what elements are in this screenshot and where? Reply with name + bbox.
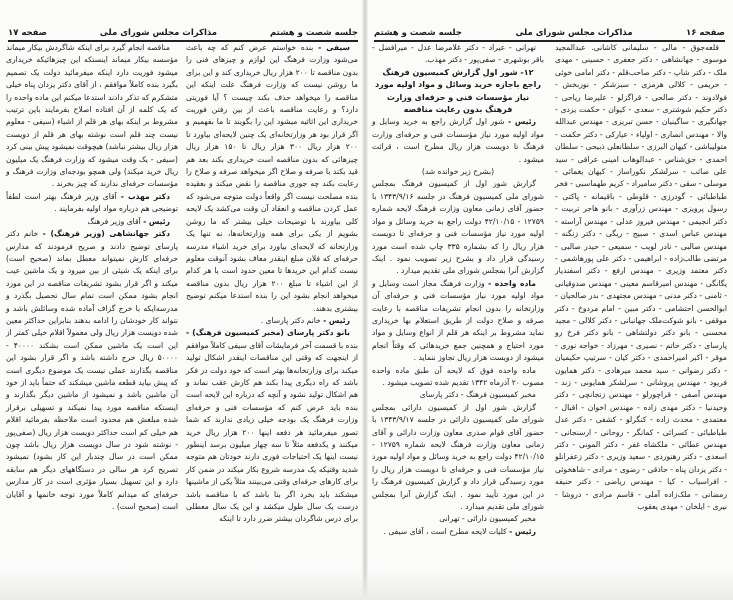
session-title: جلسه شصت و هشتم [374, 28, 462, 38]
paragraph [6, 216, 178, 228]
paragraph-text: وزارت فرهنگ مجاز است وسایل و مواد اولیه مورد نیاز مؤسسات فنی و حرفه‌ای آن وزارتخانه را بدون انجام تشریفات مناقصه با رعایت صرفه و صلاح دولت از طریق استعلام بها خریداری نماید مشروط بر اینکه هر قلم از انواع وسایل و مواد مورد احتیاج و همچنین جمع خریدهائی که وقتاً انجام میشود از دویست هزار ریال تجاوز ننماید . [372, 278, 544, 363]
paragraph-text: گزارش شور اول از کمیسیون دارائی بمجلس شورای ملی کمیسیون دارائی در جلسه ۱۳۴۳/۹/۱۷ با حضور آقای قوام صدری معاون وزارت دارائی و آقای زمانی معاون وزارت فرهنگ لایحه شماره ۱۲۷۵۹ - ۴۲/۱۰/۱۵ دولت راجع به خرید وسائل و مواد اولیه مورد نیاز مؤسسات فنی و حرفه‌ای تا دویست هزار ریال را مورد رسیدگی قرار داد و گزارش کمیسیون فرهنگ را در این مورد تأیید نمود . اینک گزارش آنرا بمجلس شورای ملی تقدیم میدارد . [372, 402, 544, 512]
paragraph-text: بنده خواستم عرض کنم که چه باعث می‌شود وزارت فرهنگ این لوازم و چیزهای فنی را بدون مناقصه تا ۲۰۰ هزار ریال خریداری کند و این برای ما روشن نیست که وزارت فرهنگ علت اینکه این مناقصه را میخواهد حذف بکند چیست ؟ آیا فوریتی دارد؟ و رعایت مناقصه باعث از بین رفتن فوریت خریداری این اثاثیه میشود این را بگویند تا ما بفهمیم و اگر قرار بود هر وزارتخانه‌ای یک چنین لایحه‌ای بیاورد تا ۲۰۰ هزار ریال ۳۰۰ هزار ریال تا ۱۵۰ هزار ریال چیزهائی که بدون مناقصه است خریداری بکند بعد هم قید بکند با صرفه و صلاح اگر میخواهد صرفه و صلاح را رعایت بکند چه جوری مناقصه را نقض میکند و بعقیده بنده مصلحت نیست اگر واقعاً دولت متوجه می‌شود که عمل کردن مناقصه و انعقاد آن وقت می‌کشد یک لایحه کلی بیاورند با توضیحات خیلی بیشتر که ما روشن بشویم از یکی برای همه وزارتخانه‌ها، نه تنها یک وزارتخانه که لایحه‌ای بیاورد برای خرید اشیاء مدرسه حرفه‌ای که فلان مبلغ اینقدر معاف بشود آنوقت معلوم نیست کدام این خریدها تا معین حدود است یا هر کدام از این اشیاء تا مبلغ ۲۰۰ هزار ریال بدون مناقصه میخواهد انجام بشود این را بنده استدعا میکنم توضیح بیشتری بدهند. [186, 43, 358, 313]
paragraph [6, 42, 178, 191]
page-17 [0, 0, 366, 600]
paragraph [186, 327, 358, 526]
paragraph-text: شور اول گزارش راجع به خرید وسایل و مواد اولیه مورد نیاز مؤسسات فنی و حرفه‌ای وزارت فرهنگ تا دویست هزار ریال مطرح است ، قرائت میشود . [372, 117, 544, 164]
page-number: صفحه ۱۶ [686, 28, 725, 38]
paragraph-text: خانم دکتر پارسای توضیح دادند و صریح فرمودند که مدارس حرفه‌ای کارش نمیتواند معطل بماند (صحیح است) برای اینکه یک شیئی از بین میرود و یک ماشین عیب میکند و اگر قرار بشود تشریفات مناقصه در این مورد انجام بشود ممکن است تمام سال تحصیل بگذرد و مدرسه‌ایکه با خرج گزاف آماده شده وسائلش باشد و نتواند کار خودشان را ادامه بدهند بنابراین حداکثر معین شده دویست هزار ریال ولی معمولاً اقلام خیلی کمتر از این است یک ماشین ممکن است بشکند ۴۰۰۰۰ - ۵۰۰۰۰ ریال خرج داشته باشد و اگر قرار بشود این مناقصه بگذارند عملی نیست یک موضوع دیگری است که پیش بیاید قطعه ماشین میشکند که حتماً باید از خود آن ماشین باشد و نمیشود از ماشین دیگر بگذارند و اینستکه مناقصه مورد پیدا نمیکند و تسهیلی برقرار شده مبلغش هم محدود است ملاحظه بفرمائید اقلام هم خیلی کم است حداکثر دویست هزار ریال (صفی‌پور - نوشته شود در سال دویست هزار ریال باشد چون ممکن است در سال چندبار این کار بشود) نمیشود تصریح کرد هر سالی در دستگاههای دیگر هم سابقه دارد و این تسهیل بسیار مؤثری است در کار مدارس حرفه‌ای که میدانم کاملاً مورد توجه خانمها و آقایان است (صحیح است) . [6, 229, 179, 512]
paragraph [372, 526, 544, 538]
page-header [8, 24, 358, 42]
paragraph-text: خانم دکتر پارسای . [260, 315, 321, 325]
reading-note: (بشرح زیر خوانده شد) [421, 167, 495, 177]
paragraph-text: آقای وزیر فرهنگ بهتر است لطفاً توضیحی هم درباره مواد اولیه بفرمایند . [6, 191, 178, 214]
speaker-name: رئیس - [509, 526, 536, 536]
paragraph-text: مخبر کمیسیون دارائی - تهرانی [439, 514, 536, 524]
paragraph [555, 42, 727, 513]
paragraph [6, 191, 178, 216]
paragraph [372, 365, 544, 390]
session-title: جلسه شصت و هشتم [270, 28, 358, 38]
text-column-left [6, 42, 178, 513]
speaker-name: رئیس - [323, 315, 350, 325]
publication-title: مذاکرات مجلس شورای ملی [515, 28, 633, 38]
text-column-right [555, 42, 727, 513]
speaker-name: دکتر مهذب - [120, 191, 170, 201]
paragraph [186, 315, 358, 327]
paragraph [372, 42, 544, 67]
paragraph [372, 389, 544, 401]
text-column-left [372, 42, 544, 538]
speaker-name: بانو دکتر پارسای (مخبر کمیسیون فرهنگ) - [186, 328, 350, 338]
paragraph [372, 178, 544, 277]
speaker-name: دکتر جهانشاهی (وزیر فرهنگ) - [42, 229, 170, 239]
paragraph-text: مخبر کمیسیون فرهنگ - دکتر پارسای [419, 390, 536, 400]
paragraph-text: گزارش شور اول از کمیسیون فرهنگ بمجلس شورای ملی کمیسیون فرهنگ در جلسه ۱۳۴۳/۹/۱۶ با حضور آقای زمانی معاون وزارت فرهنگ لایحه شماره ۱۲۷۵۹ - ۴۲/۱۰/۱۵ دولت راجع به خرید وسائل و مواد اولیه مورد نیاز مؤسسات فنی و حرفه‌ای تا دویست هزار ریال را که بشماره ۳۳۵ چاپ شده است مورد رسیدگی قرار داد و بشرح زیر تصویب نمود . اینک گزارش آنرا بمجلس شورای ملی تقدیم میدارد . [372, 179, 545, 276]
speaker-name: رئیس - [143, 216, 170, 226]
paragraph-text: کلیات لایحه مطرح است ، آقای سیفی . [383, 526, 507, 536]
page-16 [366, 0, 733, 600]
paragraph [186, 42, 358, 315]
scan-shadow [0, 570, 733, 600]
page-number: صفحه ۱۷ [8, 28, 47, 38]
paragraph-text: مناقصه انجام گیرد برای اینکه شاگردش بیکار میماند مؤسسه بیکار میماند اینستکه این چیزهائیکه خریداری میشود فوریت دارد اینکه میفرمائید دولت یک تصمیم بگیرد بنده کاملاً موافقم ، از آقای دکتر یزدان پناه خیلی متشکرم که تذکر دادند استدعا میکنم این ماده واحده را که یک کلمه از آن افتاده اصلاح بفرمایند باین ترتیب مشروط بر اینکه بهای هر قلم از اشیاء (سیفی - معلوم نیست چند قلم است نوشته بهای هر قلم از دویست هزار ریال بیشتر نباشد) هیچوقت نمیشود پیش بینی کرد (سیفی - یک وقت میشود که وزارت فرهنگ یک میلیون ریال خرید میکند) ولی همچو بودجه‌ای وزارت فرهنگ و مؤسسات حرفه‌ای ندارند که چیز بخرند . [6, 43, 178, 189]
paragraph-text: آقای وزیر فرهنگ [87, 216, 141, 226]
paragraph [372, 402, 544, 514]
paragraph-text: ماده واحده فوق که لایحه آن طبق ماده واحده مصوب ۲۰ آذرماه ۱۳۴۲ تقدیم شده تصویب میشود . [372, 365, 544, 387]
paragraph-text: قلعه‌جوق - مالی - سلیمانی کاشانی. عبدالمجید موسوی - جهانشاهی - دکتر جعفری - حسینی - مهدی ملک - دکتر شاپ - دکتر صاحب‌قلم - دکتر امامی خوئی - حریمی - کلالی هرمزی - سبزشکر - نوربخش - فولادوند - دکتر صالحی - قراگزلو - علیرضا ریاحی - دکتر حکیم شوشتری - سعدی - کیوان - حکمت یزدی - جهانگیری - ساگینیان - حسن تبریزی - مهندس عبدالله والا - مهندس انصاری - اولیاء - عیارکی - دکتر حکمت - متولیباشی - کیهان البرزی - سلطانعلی ذبیحی - سلطان احمدی - حق‌شناس - عبدالوهاب امینی عراقی - سید علی صائب - سرلشکر نکوراساز - کیهان یغمائی - موسلی - سقی - دکتر سامیراد - کریم طهماسبی - فخر طباطبائی - گودرزی - قلوطی - باقیمانه - پاکتی - رسول پرویزی - مهندس زرآوری - بانو هاجر تربیت - دکتر انجیمی - مهندس فیروز عدلی - مهندس آراسته - مهندس عباس اسدی - صبیح - ریگی - دکتر زنگنه - مهندس صالبی - نادر لویب - سمیعی - حیدر صالبی - مرتضی طالب‌زاده - ابراهیمی - دکتر علی پورهاشمی - دکتر معتمد وزیری - مهندس ارفع - دکتر اسفندیار یگانگی - مهندس امیرقاسم معینی - مهندس صدوقیانی - ثامنی - دکتر مدنی - مهندس مجتهدی - بدر صالحیان - ابوالحسن احتشامی - دکتر مبین - امام مردوخ - دکتر موقفی - بانو شوکت‌ملک جهانبانی - دکتر کلالی - مجید محسنی - بانو دکتر دولتشاهی - بانو دکتر فرخ رو پارسای - دکتر حاتم - نصیری - مهرزاد - خواجه نوری - موقر - اکبر امیراحمدی - دکتر کیان - سرتیپ حکیمیان - دکتر رضوانی - سید محمد میرهادی - دکتر همایون فریود - مهندس پروشانی - سرلشکر همایونی - زند - مهندس آصفی - قراچورلو - مهندس زنجانچی - دکتر وحیدنیا - دکتر مهدی زاده - مهندس اخوان - اقبال - معتمدی - محدث زاده - کنگرلو - کشفی - دکتر عدل طباطبائی - کسرائی - کمانگر - روحانی - ارسنجانی - مهندس عطائی - ملکشاه غفر - دکتر المونی - دکتر اسعدی - دکتر رهنوردی - سعید وزیری - دکتر زعفرانلو - دکتر یزدان پناه - حاذقی - رضوی - مرادی - شاهخوئی - افراسیاب - کیا - مهندس ریاضی - دکتر حنیفه رمضانی - ملک‌زاده آملی - قاسم مرادی - دروشا - نیری - ایلخان - مهدی یعقوب [555, 43, 727, 512]
speaker-name: ماده واحده - [488, 278, 536, 288]
paragraph [6, 228, 178, 513]
page-header [374, 24, 725, 42]
paragraph [372, 278, 544, 365]
publication-title: مذاکرات مجلس شورای ملی [99, 28, 218, 38]
paragraph [372, 116, 544, 166]
text-column-right [186, 42, 358, 526]
paragraph-text: بنده با قسمت آخر فرمایشات آقای سیفی کاملاً موافقم از اینجهت که وقتی این مناقصات اینقدر اشکال تولید میکند برای وزارتخانه‌ها بهتر است که خود دولت در فکر باشد که راه دیگری پیدا بکند هم کارش عقب نماند و هم اشکال تولید نشود و آنچه که درباره این لایحه است بنده باید عرض کنم که مؤسسات فنی و حرفه‌ای وزارت فرهنگ یک بودجه خیلی زیادی ندارند که شما تصور میفرمائید هر دفعه اینها ۲۰۰ هزار ریال خرید میکنند و یکدفعه مثلاً تا سه چهار میلیون برسد اینطور نیست اینها یک احتیاجات فوری دارند خودتان هم متوجه شدید وقتیکه یک مدرسه شروع بکار میکند در ضمن کار برای کارهای حرفه‌ای وقتی می‌بینند مثلاً یکی از ماشینها میشکند باید بخرد اگر بنا باشد که با مناقصه باشد درست یک سال طول میکشد و این یک سال معطلی برای درس شاگردان بیشتر ضرر دارد تا اینکه [186, 340, 359, 524]
section-heading: ۱۲- شور اول گزارش کمیسیون فرهنگ راجع باجازه خرید وسائل و مواد اولیه مورد نیاز مؤسسات فنی و حرفه‌ای وزارت فرهنگ بدون رعایت مناقصه [375, 67, 541, 115]
paragraph-text: تهرانی - عیراد - دکتر غلامرضا عدل - میرافضل - باقر بوشهری - صفی‌پور - دکتر مهذب. [372, 43, 544, 65]
paragraph [372, 513, 544, 525]
speaker-name: رئیس - [508, 117, 536, 127]
speaker-name: سیفی - [318, 43, 350, 52]
